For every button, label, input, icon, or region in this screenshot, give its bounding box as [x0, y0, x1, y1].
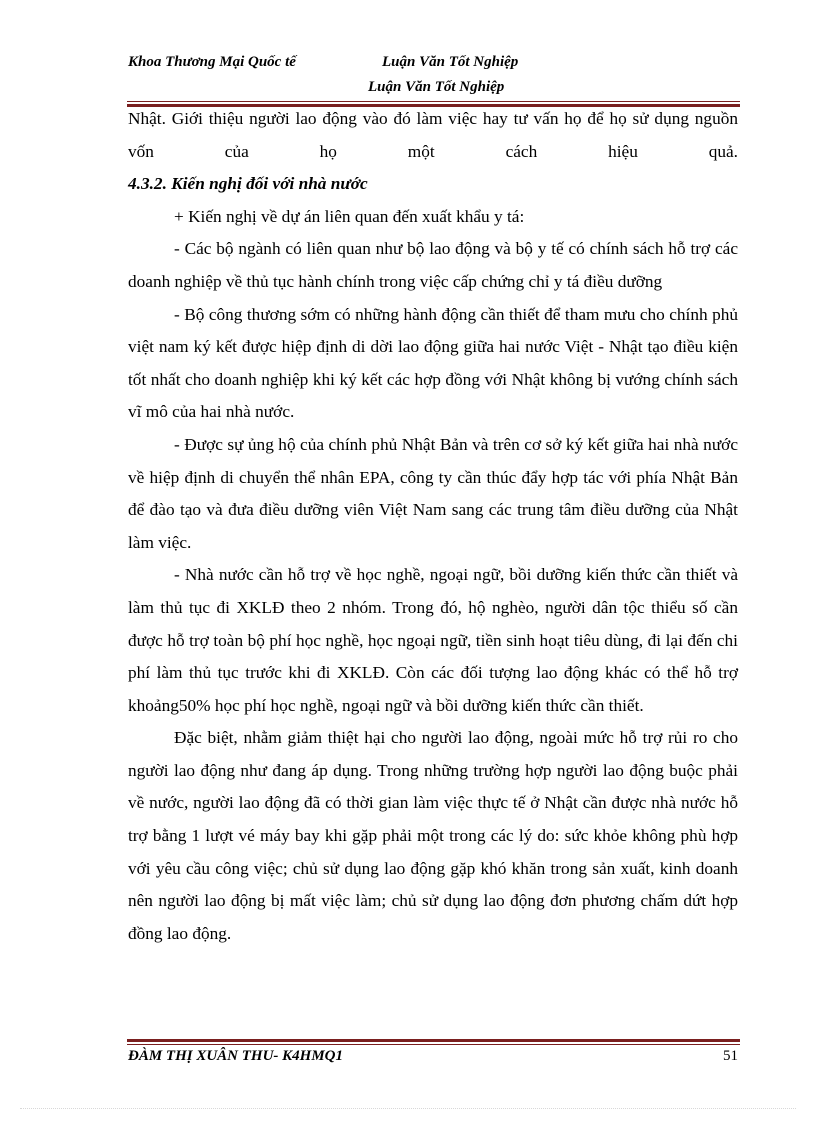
- paragraph-recommendation-intro: + Kiến nghị về dự án liên quan đến xuất khẩu y tá:: [174, 206, 525, 226]
- section-heading: 4.3.2. Kiến nghị đối với nhà nước: [128, 174, 368, 194]
- footer-rule-thick: [127, 1039, 740, 1042]
- header-title: Luận Văn Tốt Nghiệp: [382, 54, 519, 70]
- header-rule-thin: [127, 101, 740, 102]
- paragraph-ministries: - Các bộ ngành có liên quan như bộ lao động và bộ y tế có chính sách hỗ trợ các doanh nghiệp về thủ tục hành chính trong việc cấp chứng chỉ y tá điều dưỡng: [128, 239, 738, 291]
- paragraph-state-support: - Nhà nước cần hỗ trợ về học nghề, ngoại ngữ, bồi dưỡng kiến thức cần thiết và làm thủ tục đi XKLĐ theo 2 nhóm. Trong đó, hộ nghèo, người dân tộc thiểu số cần được hỗ trợ toàn bộ phí học nghề, học ngoại ngữ, tiền sinh hoạt tiêu dùng, đi lại đến chi phí làm thủ tục trước khi đi XKLĐ. Còn các đối tượng lao động khác có thể hỗ trợ khoảng50% học phí học nghề, ngoại ngữ và bồi dưỡng kiến thức cần thiết.: [128, 565, 738, 715]
- paragraph-special-support: Đặc biệt, nhằm giảm thiệt hại cho người lao động, ngoài mức hỗ trợ rủi ro cho người lao động như đang áp dụng. Trong những trường hợp người lao động buộc phải về nước, người lao động đã có thời gian làm việc thực tế ở Nhật cần được nhà nước hỗ trợ bằng 1 lượt vé máy bay khi gặp phải một trong các lý do: sức khỏe không phù hợp với yêu cầu công việc; chủ sử dụng lao động gặp khó khăn trong sản xuất, kinh doanh nên người lao động bị mất việc làm; chủ sử dụng lao động đơn phương chấm dứt hợp đồng lao động.: [128, 728, 738, 943]
- page-bottom-divider: [20, 1108, 796, 1109]
- footer-author: ĐÀM THỊ XUÂN THU- K4HMQ1: [128, 1048, 344, 1064]
- paragraph-japan-support: - Được sự ủng hộ của chính phủ Nhật Bản và trên cơ sở ký kết giữa hai nhà nước về hiệp định di chuyển thể nhân EPA, công ty cần thúc đẩy hợp tác với phía Nhật Bản để đào tạo và đưa điều dưỡng viên Việt Nam sang các trung tâm điều dưỡng của Nhật làm việc.: [128, 434, 738, 552]
- paragraph-continuation: Nhật. Giới thiệu người lao động vào đó làm việc hay tư vấn họ để họ sử dụng nguồn vốn của họ một cách hiệu quả.: [128, 109, 738, 161]
- page-number: 51: [723, 1048, 738, 1064]
- footer-rule-thin: [127, 1044, 740, 1045]
- header-faculty: Khoa Thương Mại Quốc tế: [128, 54, 296, 70]
- page-body: [128, 103, 738, 950]
- paragraph-ministry-of-trade: - Bộ công thương sớm có những hành động cần thiết để tham mưu cho chính phủ việt nam ký kết được hiệp định di dời lao động giữa hai nước Việt - Nhật tạo điều kiện tốt nhất cho doanh nghiệp khi ký kết các hợp đồng với Nhật không bị vướng chính sách vĩ mô của hai nhà nước.: [128, 304, 738, 422]
- header-title-repeat: Luận Văn Tốt Nghiệp: [368, 79, 505, 95]
